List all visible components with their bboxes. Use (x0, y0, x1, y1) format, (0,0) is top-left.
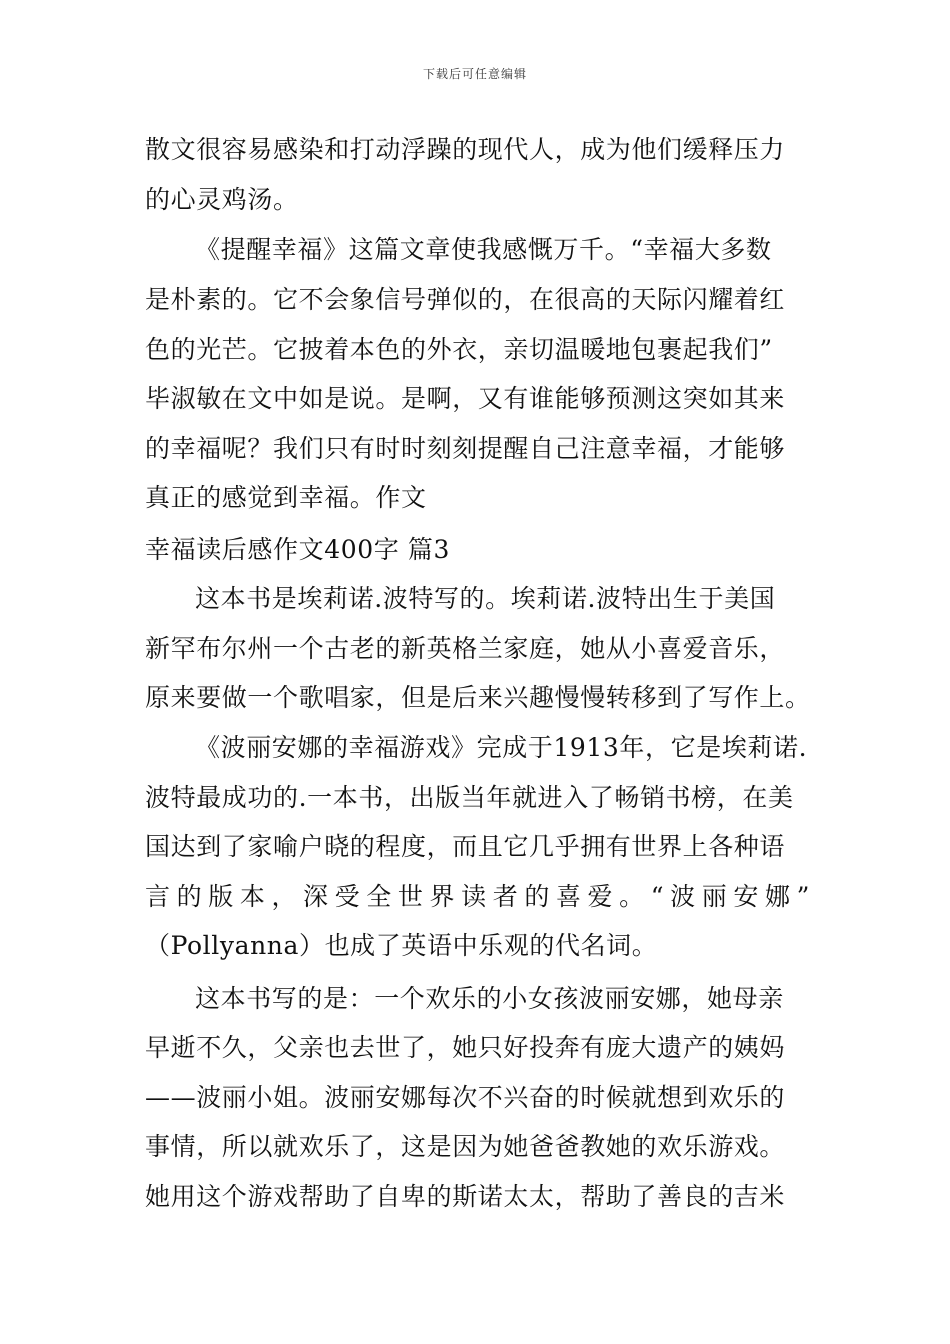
text-line: （Pollyanna）也成了英语中乐观的代名词。 (145, 931, 658, 960)
text-line: 《提醒幸福》这篇文章使我感慨万千。“幸福大多数 (195, 235, 772, 264)
text-line: 言的版本，深受全世界读者的喜爱。“波丽安娜” (145, 882, 810, 911)
text-line: 这本书是埃莉诺.波特写的。埃莉诺.波特出生于美国 (195, 584, 776, 613)
text-line: 这本书写的是：一个欢乐的小女孩波丽安娜，她母亲 (195, 984, 784, 1013)
text-line: 事情，所以就欢乐了，这是因为她爸爸教她的欢乐游戏。 (145, 1132, 786, 1161)
text-line: 散文很容易感染和打动浮躁的现代人，成为他们缓释压力 (145, 135, 786, 164)
text-line: 早逝不久，父亲也去世了，她只好投奔有庞大遗产的姨妈 (145, 1033, 786, 1062)
text-line: 波特最成功的.一本书，出版当年就进入了畅销书榜，在美 (145, 783, 794, 812)
text-line: 毕淑敏在文中如是说。是啊，又有谁能够预测这突如其来 (145, 384, 786, 413)
text-line: 是朴素的。它不会象信号弹似的，在很高的天际闪耀着红 (145, 285, 786, 314)
text-line: 的心灵鸡汤。 (145, 185, 299, 214)
text-line: 原来要做一个歌唱家，但是后来兴趣慢慢转移到了写作上。 (145, 683, 811, 712)
page-header: 下载后可任意编辑 (422, 67, 527, 81)
text-line: 色的光芒。它披着本色的外衣，亲切温暖地包裹起我们” (145, 335, 773, 364)
text-line: 新罕布尔州一个古老的新英格兰家庭，她从小喜爱音乐， (145, 634, 786, 663)
text-line: ——波丽小姐。波丽安娜每次不兴奋的时候就想到欢乐的 (145, 1083, 786, 1112)
text-line: 真正的感觉到幸福。作文 (145, 483, 427, 512)
section-heading: 幸福读后感作文400字 篇3 (145, 535, 450, 564)
text-line: 国达到了家喻户晓的程度，而且它几乎拥有世界上各种语 (145, 832, 786, 861)
text-line: 的幸福呢？我们只有时时刻刻提醒自己注意幸福，才能够 (145, 434, 786, 463)
text-line: 她用这个游戏帮助了自卑的斯诺太太，帮助了善良的吉米 (145, 1182, 786, 1211)
text-line: 《波丽安娜的幸福游戏》完成于1913年，它是埃莉诺. (195, 733, 808, 762)
